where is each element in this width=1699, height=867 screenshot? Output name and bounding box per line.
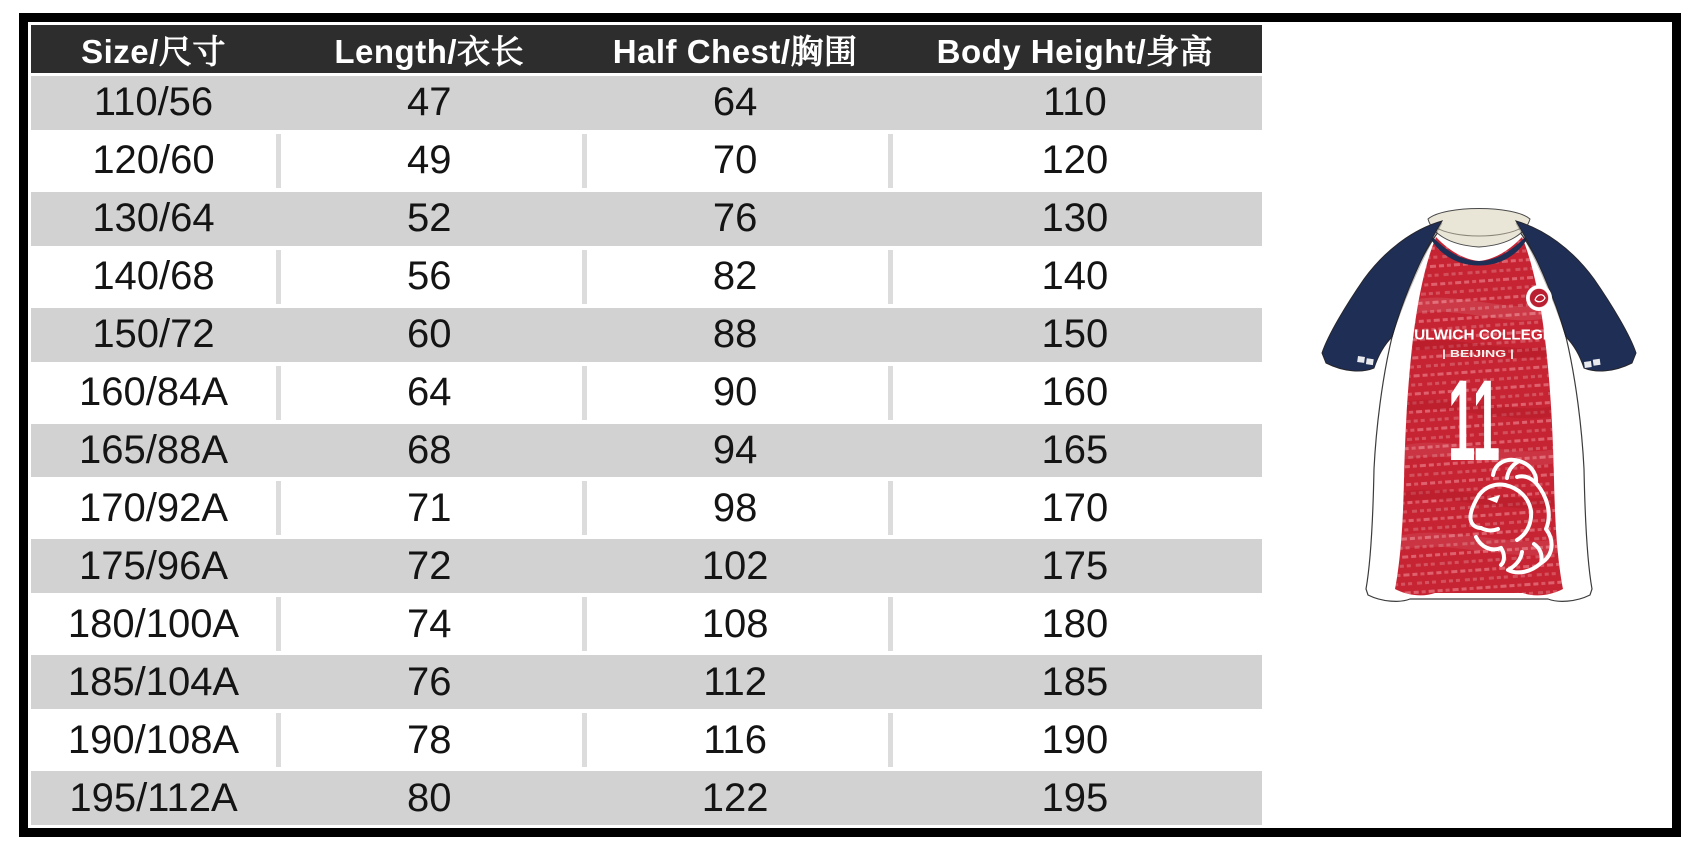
table-cell: 56 bbox=[276, 250, 583, 304]
table-cell: 170/92A bbox=[78, 485, 228, 530]
table-cell: 110/56 bbox=[93, 80, 214, 125]
table-cell: 130 bbox=[1041, 196, 1109, 241]
table-cell: 70 bbox=[582, 134, 887, 188]
jersey-location-text: | BEIJING | bbox=[1442, 349, 1515, 360]
table-cell: 90 bbox=[582, 366, 887, 420]
jersey-graphic bbox=[1314, 199, 1644, 609]
table-cell: 88 bbox=[712, 312, 758, 357]
table-cell: 49 bbox=[276, 134, 583, 188]
table-cell: 180 bbox=[888, 597, 1262, 651]
table-cell: 98 bbox=[582, 481, 887, 535]
column-header-body-height: Body Height/身高 bbox=[936, 32, 1214, 70]
table-cell: 120/60 bbox=[92, 138, 215, 183]
table-cell: 102 bbox=[701, 543, 769, 588]
table-cell: 76 bbox=[406, 659, 452, 704]
table-cell: 195/112A bbox=[69, 775, 238, 820]
table-cell: 112 bbox=[703, 659, 768, 704]
table-cell: 122 bbox=[701, 775, 769, 820]
table-cell: 165/88A bbox=[78, 427, 228, 472]
table-cell: 150 bbox=[1041, 312, 1109, 357]
table-cell: 175/96A bbox=[78, 543, 228, 588]
table-row bbox=[31, 481, 1262, 535]
table-row bbox=[31, 539, 1262, 593]
table-cell: 120 bbox=[888, 134, 1262, 188]
table-cell: 180/100A bbox=[67, 601, 240, 646]
table-row bbox=[31, 597, 1262, 651]
size-table-header bbox=[31, 25, 1262, 73]
table-row bbox=[31, 192, 1262, 246]
table-cell: 80 bbox=[406, 775, 452, 820]
table-row bbox=[31, 250, 1262, 304]
table-cell: 64 bbox=[276, 366, 583, 420]
table-cell: 72 bbox=[406, 543, 452, 588]
table-cell: 195 bbox=[1041, 775, 1109, 820]
table-cell: 150/72 bbox=[92, 312, 215, 357]
table-cell: 76 bbox=[712, 196, 758, 241]
table-row bbox=[31, 366, 1262, 420]
table-row bbox=[31, 713, 1262, 767]
jersey-number-text: 11 bbox=[1448, 357, 1500, 485]
table-cell: 170 bbox=[888, 481, 1262, 535]
table-cell: 160/84A bbox=[78, 370, 228, 415]
table-row bbox=[31, 308, 1262, 362]
table-cell: 82 bbox=[582, 250, 887, 304]
column-header-length: Length/衣长 bbox=[334, 32, 525, 70]
table-cell: 74 bbox=[276, 597, 583, 651]
table-cell: 78 bbox=[276, 713, 583, 767]
crest-icon bbox=[1526, 285, 1552, 311]
table-cell: 60 bbox=[406, 312, 452, 357]
table-cell: 52 bbox=[406, 196, 452, 241]
table-cell: 68 bbox=[406, 427, 452, 472]
size-table-body bbox=[31, 76, 1262, 825]
table-cell: 108 bbox=[582, 597, 887, 651]
table-cell: 175 bbox=[1041, 543, 1109, 588]
table-cell: 94 bbox=[712, 427, 758, 472]
jersey-panel bbox=[1262, 25, 1669, 825]
table-cell: 116 bbox=[582, 713, 887, 767]
table-cell: 185 bbox=[1041, 659, 1109, 704]
table-cell: 71 bbox=[276, 481, 583, 535]
table-cell: 130/64 bbox=[92, 196, 215, 241]
table-row bbox=[31, 76, 1262, 130]
table-cell: 140 bbox=[888, 250, 1262, 304]
table-cell: 190/108A bbox=[67, 717, 240, 762]
jersey-brand-text: DULWICH COLLEGE bbox=[1403, 326, 1553, 344]
table-row bbox=[31, 771, 1262, 825]
table-cell: 47 bbox=[406, 80, 452, 125]
table-cell: 190 bbox=[888, 713, 1262, 767]
table-cell: 165 bbox=[1041, 427, 1109, 472]
column-header-size: Size/尺寸 bbox=[81, 32, 226, 70]
column-header-half-chest: Half Chest/胸围 bbox=[612, 32, 858, 70]
table-cell: 140/68 bbox=[92, 254, 215, 299]
table-cell: 160 bbox=[888, 366, 1262, 420]
table-row bbox=[31, 655, 1262, 709]
table-cell: 185/104A bbox=[67, 659, 240, 704]
size-chart-frame bbox=[19, 13, 1681, 837]
size-table bbox=[31, 25, 1262, 825]
table-cell: 110 bbox=[1042, 80, 1107, 125]
table-row bbox=[31, 134, 1262, 188]
table-cell: 64 bbox=[712, 80, 758, 125]
table-row bbox=[31, 424, 1262, 478]
